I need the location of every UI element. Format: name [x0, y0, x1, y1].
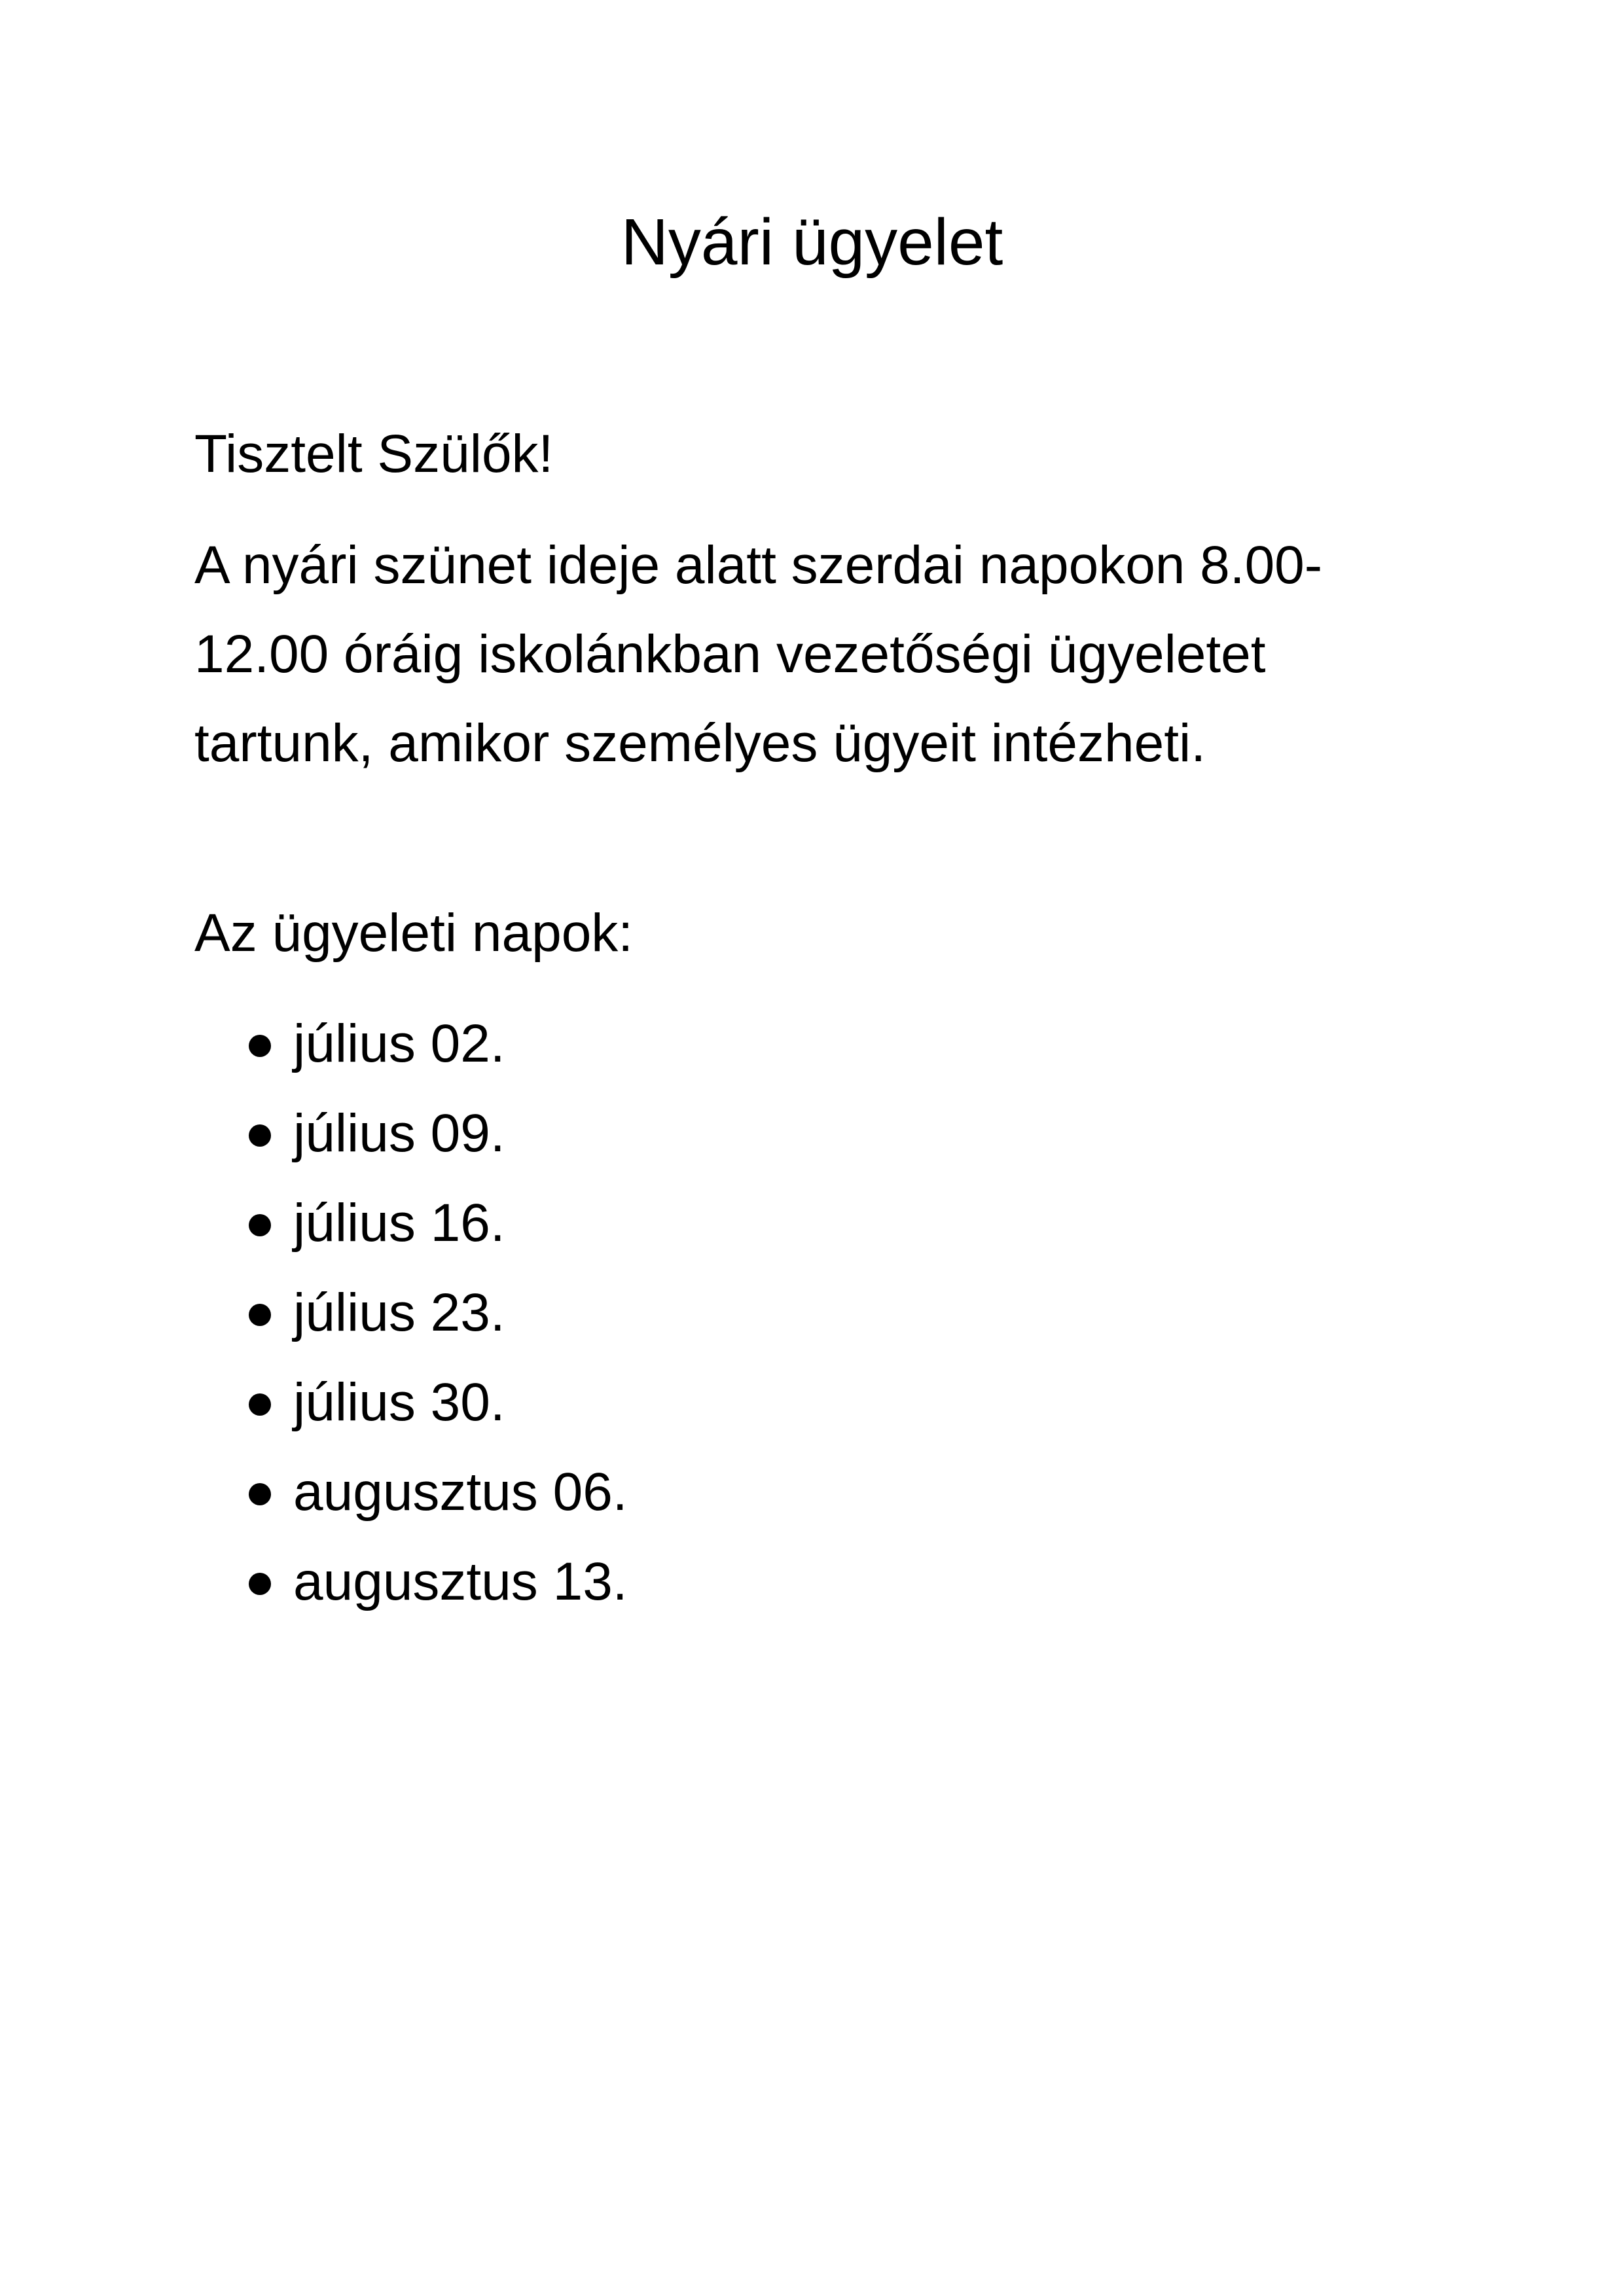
list-item	[249, 1357, 628, 1447]
date-label: július 16.	[293, 1193, 505, 1253]
bullet-icon	[249, 1304, 271, 1326]
date-label: július 09.	[293, 1103, 505, 1163]
bullet-icon	[249, 1124, 271, 1147]
salutation: Tisztelt Szülők!	[194, 424, 554, 484]
date-label: július 30.	[293, 1372, 505, 1432]
bullet-icon	[249, 1573, 271, 1595]
list-item	[249, 999, 628, 1088]
notice-paragraph: A nyári szünet ideje alatt szerdai napokon 8.00-12.00 óráig iskolánkban vezetőségi ügyeletet tartunk, amikor személyes ügyeit intézheti.	[194, 535, 1323, 773]
bullet-icon	[249, 1393, 271, 1416]
date-label: augusztus 13.	[293, 1552, 628, 1611]
bullet-icon	[249, 1214, 271, 1236]
list-item	[249, 1088, 628, 1178]
list-item	[249, 1537, 628, 1626]
duty-dates-list	[249, 999, 628, 1626]
dates-intro: Az ügyeleti napok:	[194, 903, 634, 963]
page-title: Nyári ügyelet	[621, 206, 1003, 279]
bullet-icon	[249, 1483, 271, 1505]
bullet-icon	[249, 1035, 271, 1057]
date-label: augusztus 06.	[293, 1462, 628, 1522]
date-label: július 02.	[293, 1014, 505, 1073]
list-item	[249, 1447, 628, 1537]
list-item	[249, 1268, 628, 1357]
date-label: július 23.	[293, 1283, 505, 1342]
list-item	[249, 1178, 628, 1268]
